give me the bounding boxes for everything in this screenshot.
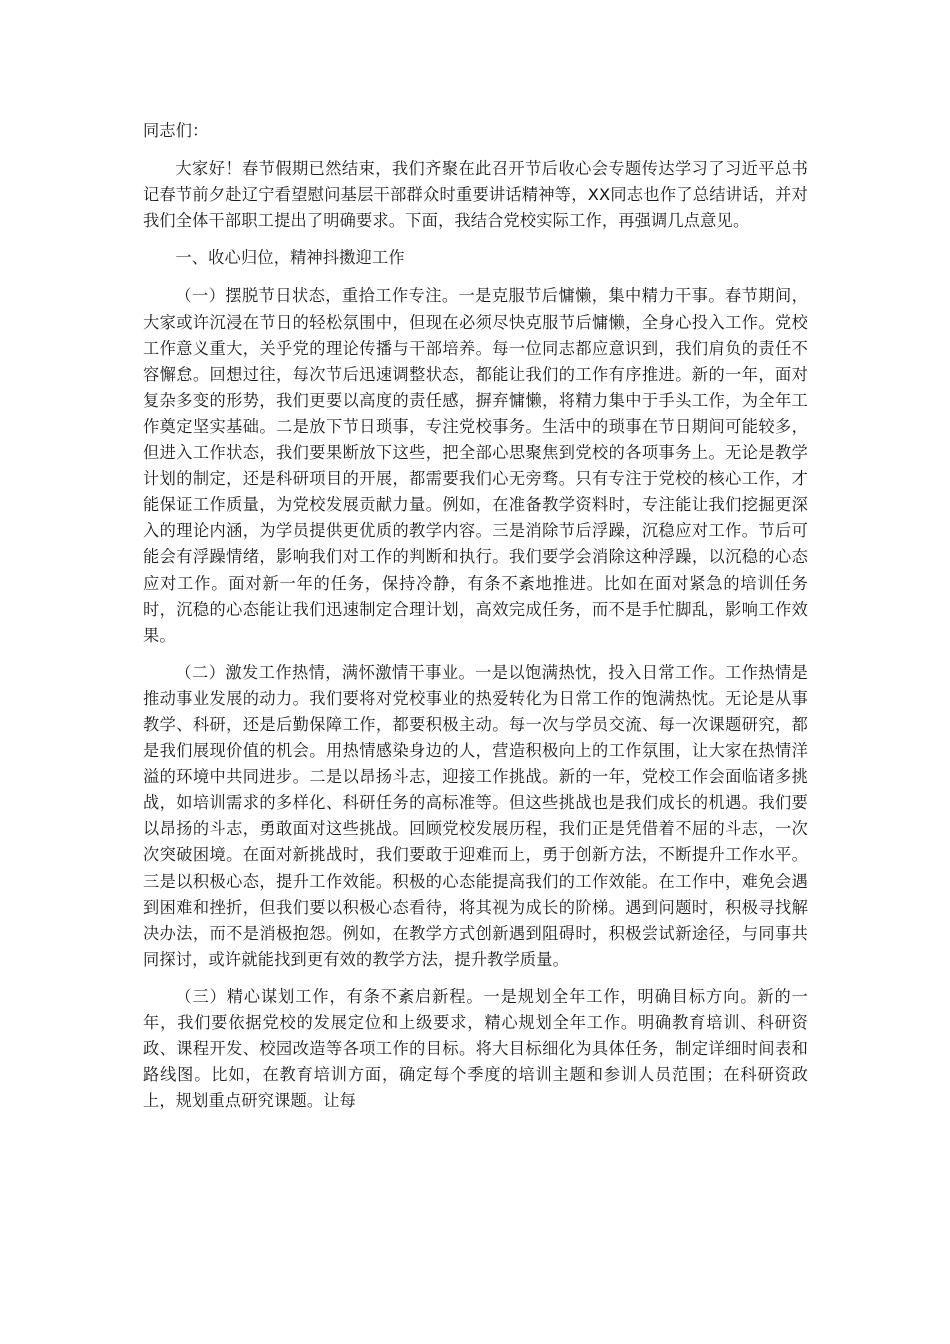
section-1-3-paragraph: （三）精心谋划工作，有条不紊启新程。一是规划全年工作，明确目标方向。新的一年，我们要依据党校的发展定位和上级要求，精心规划全年工作。明确教育培训、科研资政、课程开发、校园改造等各项工作的目标。将大目标细化为具体任务，制定详细时间表和路线图。比如，在教育培训方面，确定每个季度的培训主题和参训人员范围；在科研资政上，规划重点研究课题。让每 (143, 986, 808, 1111)
section-1-1-paragraph: （一）摆脱节日状态，重拾工作专注。一是克服节后慵懒，集中精力干事。春节期间，大家或许沉浸在节日的轻松氛围中，但现在必须尽快克服节后慵懒，全身心投入工作。党校工作意义重大，关乎党的理论传播与干部培养。每一位同志都应意识到，我们肩负的责任不容懈怠。回想过往，每次节后迅速调整状态，都能让我们的工作有序推进。新的一年，面对复杂多变的形势，我们更要以高度的责任感，摒弃慵懒，将精力集中于手头工作，为全年工作奠定坚实基础。二是放下节日琐事，专注党校事务。生活中的琐事在节日期间可能较多，但进入工作状态，我们要果断放下这些，把全部心思聚焦到党校的各项事务上。无论是教学计划的制定，还是科研项目的开展，都需要我们心无旁骛。只有专注于党校的核心工作，才能保证工作质量，为党校发展贡献力量。例如，在准备教学资料时，专注能让我们挖掘更深入的理论内涵，为学员提供更优质的教学内容。三是消除节后浮躁，沉稳应对工作。节后可能会有浮躁情绪，影响我们对工作的判断和执行。我们要学会消除这种浮躁，以沉稳的心态应对工作。面对新一年的任务，保持冷静，有条不紊地推进。比如在面对紧急的培训任务时，沉稳的心态能让我们迅速制定合理计划，高效完成任务，而不是手忙脚乱，影响工作效果。 (143, 286, 808, 645)
document-body (143, 118, 808, 1125)
intro-paragraph: 大家好！春节假期已然结束，我们齐聚在此召开节后收心会专题传达学习了习近平总书记春节前夕赴辽宁看望慰问基层干部群众时重要讲话精神等，XX同志也作了总结讲话，并对我们全体干部职工提出了明确要求。下面，我结合党校实际工作，再强调几点意见。 (143, 159, 808, 231)
section-1-heading: 一、收心归位，精神抖擞迎工作 (175, 248, 405, 268)
salutation: 同志们： (143, 121, 209, 140)
section-1-2-paragraph: （二）激发工作热情，满怀激情干事业。一是以饱满热忱，投入日常工作。工作热情是推动事业发展的动力。我们要将对党校事业的热爱转化为日常工作的饱满热忱。无论是从事教学、科研，还是后勤保障工作，都要积极主动。每一次与学员交流、每一次课题研究，都是我们展现价值的机会。用热情感染身边的人，营造积极向上的工作氛围，让大家在热情洋溢的环境中共同进步。二是以昂扬斗志，迎接工作挑战。新的一年，党校工作会面临诸多挑战，如培训需求的多样化、科研任务的高标准等。但这些挑战也是我们成长的机遇。我们要以昂扬的斗志，勇敢面对这些挑战。回顾党校发展历程，我们正是凭借着不屈的斗志，一次次突破困境。在面对新挑战时，我们要敢于迎难而上，勇于创新方法，不断提升工作水平。三是以积极心态，提升工作效能。积极的心态能提高我们的工作效能。在工作中，难免会遇到困难和挫折，但我们要以积极心态看待，将其视为成长的阶梯。遇到问题时，积极寻找解决办法，而不是消极抱怨。例如，在教学方式创新遇到阻碍时，积极尝试新途径，与同事共同探讨，或许就能找到更有效的教学方法，提升教学质量。 (143, 662, 808, 969)
